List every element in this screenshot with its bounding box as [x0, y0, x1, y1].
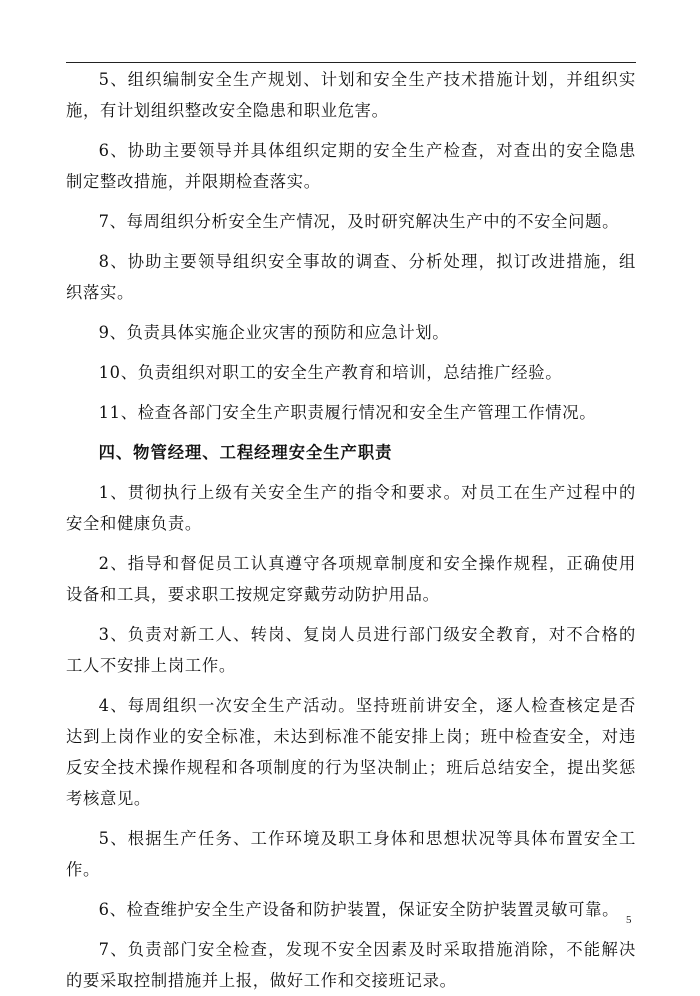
duty-item-1: 1、贯彻执行上级有关安全生产的指令和要求。对员工在生产过程中的安全和健康负责。 — [66, 483, 636, 533]
paragraph-item-9: 9、负责具体实施企业灾害的预防和应急计划。 — [98, 323, 450, 342]
section-heading: 四、物管经理、工程经理安全生产职责 — [98, 443, 393, 462]
paragraph-item-6: 6、协助主要领导并具体组织定期的安全生产检查，对查出的安全隐患制定整改措施，并限期检查落实。 — [66, 141, 636, 191]
duty-item-3: 3、负责对新工人、转岗、复岗人员进行部门级安全教育，对不合格的工人不安排上岗工作。 — [66, 625, 636, 675]
duty-item-5: 5、根据生产任务、工作环境及职工身体和思想状况等具体布置安全工作。 — [66, 829, 636, 879]
paragraph-item-5: 5、组织编制安全生产规划、计划和安全生产技术措施计划，并组织实施，有计划组织整改安全隐患和职业危害。 — [66, 70, 636, 120]
page-number: 5 — [626, 914, 632, 926]
paragraph-item-11: 11、检查各部门安全生产职责履行情况和安全生产管理工作情况。 — [98, 403, 597, 422]
header-rule — [66, 62, 636, 63]
duty-item-4: 4、每周组织一次安全生产活动。坚持班前讲安全，逐人检查核定是否达到上岗作业的安全标准，未达到标准不能安排上岗；班中检查安全，对违反安全技术操作规程和各项制度的行为坚决制止；班后总结安全，提出奖惩考核意见。 — [66, 696, 636, 808]
paragraph-item-8: 8、协助主要领导组织安全事故的调查、分析处理，拟订改进措施，组织落实。 — [66, 252, 636, 302]
duty-item-6: 6、检查维护安全生产设备和防护装置，保证安全防护装置灵敏可靠。 — [98, 900, 620, 919]
paragraph-item-7: 7、每周组织分析安全生产情况，及时研究解决生产中的不安全问题。 — [98, 212, 620, 231]
duty-item-7: 7、负责部门安全检查，发现不安全因素及时采取措施消除，不能解决的要采取控制措施并上报，做好工作和交接班记录。 — [66, 940, 636, 990]
document-body — [66, 64, 636, 996]
duty-item-2: 2、指导和督促员工认真遵守各项规章制度和安全操作规程，正确使用设备和工具，要求职工按规定穿戴劳动防护用品。 — [66, 554, 636, 604]
paragraph-item-10: 10、负责组织对职工的安全生产教育和培训，总结推广经验。 — [98, 363, 563, 382]
